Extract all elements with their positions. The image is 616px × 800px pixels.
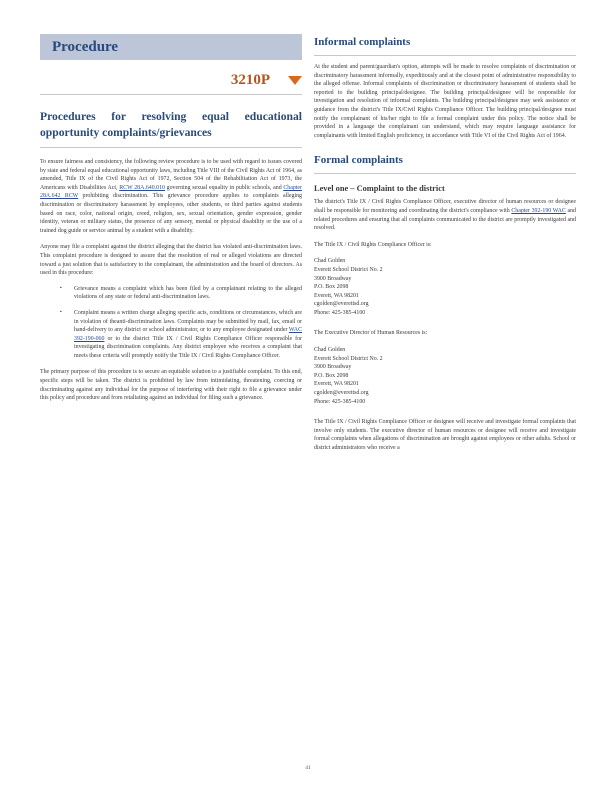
divider <box>40 147 302 148</box>
contact-name: Chad Golden <box>314 347 346 354</box>
paragraph-level-one <box>314 198 576 232</box>
procedure-title: Procedure <box>52 38 119 55</box>
paragraph-text: prohibiting discrimination. This grievance procedure applies to complaints alleging discrimination or discriminatory harassment by employees, other students, or third parties against students based on race, color, national origin, creed, religion, sex, sexual orientation, gender expression, gender identity, veteran or military status, the presence of any sensory, mental or physical disability or the use of a trained dog guide or service animal by a student with a disability. <box>40 193 302 234</box>
contact-city: Everett, WA 98201 <box>314 381 359 388</box>
right-column <box>314 34 576 453</box>
page-number: 41 <box>305 765 311 771</box>
list-item-text: Grievance means a complaint which has been filed by a complainant relating to the alleged violations of any state or federal anti-discrimination laws. <box>74 285 302 301</box>
officer-intro: The Title IX / Civil Rights Compliance Officer is: <box>314 241 432 248</box>
divider <box>40 94 302 95</box>
list-item-text: or to the district Title IX / Civil Rights Compliance Officer responsible for investigating discrimination complaints. Any district employee who receives a complaint that meets these criteria will promptly notify the Title IX / Civil Rights Compliance Officer. <box>74 335 302 359</box>
section-heading-procedures <box>40 109 302 141</box>
heading-line-2: opportunity complaints/grievances <box>40 126 212 139</box>
paragraph-informal: At the student and parent/guardian's option, attempts will be made to resolve complaints of discrimination or discriminatory harassment informally, expeditiously and at the closest point of administrative responsibility to the alleged offense. Informal complaints of discrimination or discriminatory harassment of students shall be reported to the building principal/designee. The building principal/designee will be responsible for investigation and resolution of informal complaints. The building principal/designee may seek assistance or guidance from the district's Title IX/Civil Rights Compliance Officer. The building principal/designee must notify the complainant of his/her right to file a formal complaint under this policy. The notice shall be provided in a language the complainant can understand, which may require language assistance for complainants with limited English proficiency, in accordance with Title VI of the Civil Rights Act of 1964. <box>314 64 576 139</box>
paragraph-purpose: The primary purpose of this procedure is to secure an equitable solution to a justifiable complaint. To this end, specific steps will be taken. The district is prohibited by law from intimidating, threatening, coercing or discriminating against any individual for the purpose of interfering with their right to file a grievance under this policy and procedure and from retaliating against an individual for filing such a grievance. <box>40 369 302 402</box>
list-item-complaint <box>40 309 302 361</box>
section-heading-informal: Informal complaints <box>314 36 411 48</box>
paragraph-scope <box>40 158 302 235</box>
paragraph-complaint-intro: Anyone may file a complaint against the district alleging that the district has violated anti-discrimination laws. This complaint procedure is designed to assure that the resolution of real or alleged violations are directed toward a just solution that is satisfactory to the complainant, the administration and the board of directors. As used in this procedure: <box>40 244 302 277</box>
bullet-icon: ▪ <box>60 285 62 291</box>
contact-po-box: P.O. Box 2098 <box>314 284 349 291</box>
triangle-marker-icon <box>288 76 302 85</box>
contact-city: Everett, WA 98201 <box>314 292 359 299</box>
link-chapter-28a-642-rcw[interactable]: Chapter 28A.642 RCW <box>40 184 302 200</box>
contact-street: 3900 Broadway <box>314 275 352 282</box>
contact-org: Everett School District No. 2 <box>314 266 383 273</box>
contact-street: 3900 Broadway <box>314 364 352 371</box>
procedure-header-bar <box>40 34 302 60</box>
contact-block-compliance-officer <box>314 257 576 317</box>
contact-po-box: P.O. Box 2098 <box>314 372 349 379</box>
divider <box>314 55 576 56</box>
paragraph-formal-investigation: The Title IX / Civil Rights Compliance Officer or designee will receive and investigate formal complaints that involve only students. The executive director of human resources or designee will receive and investigate formal complaints when allegations of discrimination are brought against employees or other adults. School or district administrators who receive a <box>314 419 576 451</box>
bullet-icon: ▪ <box>60 309 62 315</box>
procedure-code-row <box>40 72 302 92</box>
list-item-grievance <box>40 285 302 302</box>
section-heading-formal: Formal complaints <box>314 154 403 167</box>
paragraph-text: governing sexual equality in public schools, and <box>164 184 284 191</box>
paragraph-text: To ensure fairness and consistency, the following review procedure is to be used with regard to issues covered by state and federal equal educational opportunity laws, including Title VIII of the Civil Rights Act of 1964, as amended, Title IX of the Civil Rights Act of 1972, Section 504 of the Rehabilitation Act of 1973, the Americans with Disabilities Act, <box>40 159 302 191</box>
link-wac-392-190-060[interactable]: WAC 392-190-060 <box>74 327 302 342</box>
paragraph-text: The district's Title IX / Civil Rights Compliance Officer, executive director of human resources or designee shall be responsible for monitoring and coordinating the district's compliance with <box>314 199 576 214</box>
contact-org: Everett School District No. 2 <box>314 355 383 362</box>
procedure-code: 3210P <box>230 72 270 88</box>
hr-intro: The Executive Director of Human Resources is: <box>314 330 428 337</box>
heading-line-1: Procedures for resolving equal educational <box>40 110 302 123</box>
contact-email[interactable]: cgolden@everettsd.org <box>314 301 369 308</box>
link-chapter-392-190-wac[interactable]: Chapter 392-190 WAC <box>511 207 566 214</box>
contact-email[interactable]: cgolden@everettsd.org <box>314 390 369 397</box>
contact-phone: Phone: 425-385-4100 <box>314 309 366 316</box>
subheading-level-one: Level one – Complaint to the district <box>314 184 445 194</box>
contact-phone: Phone: 425-385-4100 <box>314 398 366 405</box>
definitions-list <box>40 285 302 361</box>
link-rcw-28a-640-010[interactable]: RCW 28A.640.010 <box>119 184 165 191</box>
list-item-text: Complaint means a written charge alleging specific acts, conditions or circumstances, which are in violation of theanti-discrimination laws. Complaints may be submitted by mail, fax, email or hand-delivery to any district or school administrator, or to any employee designated under <box>74 309 302 334</box>
paragraph-text: and related procedures and ensuring that all complaints communicated to the district are promptly investigated and resolved. <box>314 207 576 232</box>
contact-name: Chad Golden <box>314 258 346 265</box>
left-column <box>40 34 302 403</box>
divider <box>314 173 576 174</box>
contact-block-hr-director <box>314 346 576 406</box>
